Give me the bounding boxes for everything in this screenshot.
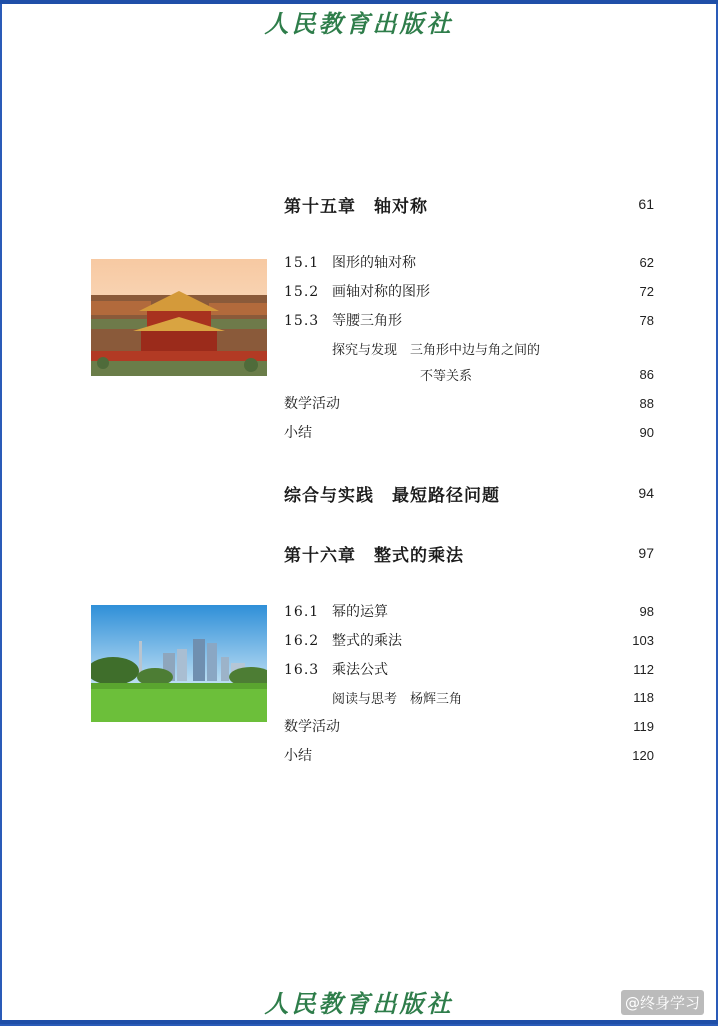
toc-entry-16-3[interactable]: [284, 657, 654, 681]
toc-entry-practice[interactable]: [284, 481, 654, 505]
toc-entry-page: 118: [633, 689, 654, 705]
toc-entry-number: 15.1: [284, 255, 320, 271]
toc-entry-title: 整式的乘法: [332, 633, 402, 649]
toc-entry-16-1[interactable]: [284, 599, 654, 623]
toc-entry-chapter-15[interactable]: [284, 192, 654, 216]
toc-entry-summary-15[interactable]: [284, 420, 654, 444]
toc-entry-page: 90: [639, 424, 654, 440]
toc-entry-title: 阅读与思考 杨辉三角: [332, 691, 463, 707]
toc-entry-page: 97: [638, 545, 654, 561]
toc-entry-title: 图形的轴对称: [332, 255, 416, 271]
toc-entry-title: 第十五章 轴对称: [284, 196, 428, 217]
toc-entry-summary-16[interactable]: [284, 743, 654, 767]
toc-entry-activity-16[interactable]: [284, 714, 654, 738]
toc-entry-number: 15.2: [284, 284, 320, 300]
toc-entry-16-2[interactable]: [284, 628, 654, 652]
toc-entry-page: 119: [633, 718, 654, 734]
toc-entry-page: 112: [633, 661, 654, 677]
toc-entry-page: 62: [639, 254, 654, 270]
toc-entry-number: 16.1: [284, 604, 320, 620]
toc-entry-page: 103: [632, 632, 654, 648]
publisher-logo-bottom: 人民教育出版社: [264, 989, 454, 1018]
watermark: @终身学习: [621, 990, 704, 1015]
forbidden-city-photo: [91, 259, 267, 376]
toc-entry-number: 16.2: [284, 633, 320, 649]
toc-entry-page: 86: [639, 366, 654, 382]
toc-entry-title-cont: 不等关系: [420, 368, 473, 384]
city-park-photo: [91, 605, 267, 722]
toc-entry-title: 小结: [284, 748, 312, 764]
toc-entry-title: 等腰三角形: [332, 313, 402, 329]
toc-entry-page: 120: [632, 747, 654, 763]
toc-entry-title: 探究与发现 三角形中边与角之间的: [332, 342, 541, 358]
toc-entry-page: 98: [639, 603, 654, 619]
toc-entry-title: 综合与实践 最短路径问题: [284, 485, 500, 506]
toc-entry-title: 数学活动: [284, 396, 340, 412]
publisher-logo-top: 人民教育出版社: [264, 9, 454, 38]
toc-entry-activity-15[interactable]: [284, 391, 654, 415]
toc-entry-15-1[interactable]: [284, 250, 654, 274]
toc-entry-15-3[interactable]: [284, 308, 654, 332]
toc-entry-page: 78: [639, 312, 654, 328]
toc-entry-title: 数学活动: [284, 719, 340, 735]
toc-entry-number: 15.3: [284, 313, 320, 329]
toc-entry-explore-cont[interactable]: [284, 362, 654, 386]
toc-entry-page: 72: [639, 283, 654, 299]
toc-entry-reading[interactable]: [284, 685, 654, 709]
toc-entry-title: 画轴对称的图形: [332, 284, 430, 300]
toc-entry-number: 16.3: [284, 662, 320, 678]
toc-entry-page: 61: [638, 196, 654, 212]
toc-entry-page: 94: [638, 485, 654, 501]
toc-entry-title: 第十六章 整式的乘法: [284, 545, 464, 566]
toc-entry-page: 88: [639, 395, 654, 411]
toc-entry-explore[interactable]: [284, 336, 654, 360]
toc-entry-title: 小结: [284, 425, 312, 441]
toc-entry-title: 乘法公式: [332, 662, 388, 678]
toc-entry-15-2[interactable]: [284, 279, 654, 303]
bottom-rule: [0, 1020, 718, 1024]
toc-entry-title: 幂的运算: [332, 604, 388, 620]
toc-entry-chapter-16[interactable]: [284, 541, 654, 565]
